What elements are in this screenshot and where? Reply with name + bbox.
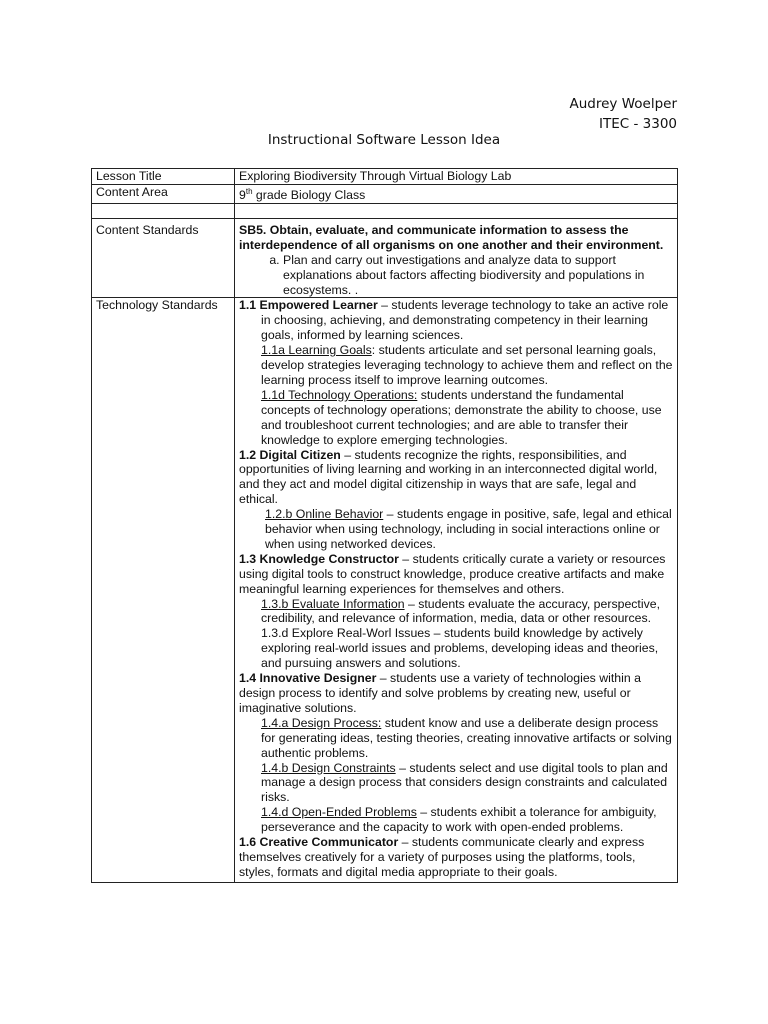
content-area-label: Content Area: [92, 184, 235, 203]
standard-1-2-title: 1.2 Digital Citizen: [239, 447, 341, 462]
standard-1-2b-text: – students engage in positive, safe, legal and ethical behavior when using technology, including in social interactions online or when using networked devices.: [265, 507, 672, 551]
standard-1-3b-title: 1.3.b Evaluate Information: [261, 596, 405, 611]
standard-1-1a-title: 1.1a Learning Goals: [261, 343, 372, 358]
content-standards-label: Content Standards: [92, 218, 235, 298]
lesson-title-label: Lesson Title: [92, 169, 235, 185]
grade-number: 9: [239, 188, 246, 202]
lesson-title-value: Exploring Biodiversity Through Virtual Biology Lab: [235, 169, 678, 185]
grade-suffix: th: [245, 186, 253, 196]
standard-1-4b-text: – students select and use digital tools to plan and manage a design process that considers design constraints and calculated risks.: [261, 760, 668, 805]
standard-1-4a-title: 1.4.a Design Process:: [261, 715, 382, 730]
standard-1-1-text: – students leverage technology to take an active role in choosing, achieving, and demonstrating competency in their learning goals, informed by learning sciences.: [261, 298, 669, 343]
standard-1-4: [239, 671, 673, 716]
standard-1-4d-text: – students exhibit a tolerance for ambiguity, perseverance and the capacity to work with open-ended problems.: [261, 805, 657, 835]
standard-1-1d-title: 1.1d Technology Operations:: [261, 387, 418, 402]
standard-1-4-title: 1.4 Innovative Designer: [239, 671, 377, 686]
standard-1-1a: [239, 343, 673, 388]
standard-1-3-title: 1.3 Knowledge Constructor: [239, 551, 399, 566]
content-area-value: [235, 184, 678, 203]
table-row: [92, 169, 678, 185]
standard-1-4-text: – students use a variety of technologies within a design process to identify and solve problems by creating new, useful or imaginative solutions.: [239, 671, 641, 715]
content-standards-value: [235, 218, 678, 298]
document-title: Instructional Software Lesson Idea: [267, 132, 501, 148]
standard-1-1: [239, 298, 673, 343]
standard-1-2b-title: 1.2.b Online Behavior: [265, 507, 384, 522]
table-row: [92, 184, 678, 203]
technology-standards-value: [235, 298, 678, 882]
standard-1-4b-title: 1.4.b Design Constraints: [261, 760, 396, 775]
empty-cell: [235, 203, 678, 218]
standard-1-2-text: – students recognize the rights, responsibilities, and opportunities of living learning and working in an interconnected digital world, and they act and model digital citizenship in ways that are safe, legal and ethical.: [239, 447, 658, 507]
lesson-table: [91, 168, 678, 883]
standard-1-3d: 1.3.d Explore Real-Worl Issues – students build knowledge by actively exploring real-world issues and problems, developing ideas and theories, and pursuing answers and solutions.: [261, 626, 659, 671]
standard-items: [239, 253, 673, 298]
technology-standards-label: Technology Standards: [92, 298, 235, 882]
standard-1-6: [239, 835, 673, 880]
standard-1-3b-text: – students evaluate the accuracy, perspective, credibility, and relevance of information, media, data or other resources.: [261, 596, 660, 626]
standard-1-4a: [239, 716, 673, 761]
table-row-empty: [92, 203, 678, 218]
standard-sb5: SB5. Obtain, evaluate, and communicate information to assess the interdependence of all organisms on one another and their environment.: [239, 222, 664, 252]
grade-text: grade Biology Class: [252, 188, 366, 202]
table-row: [92, 298, 678, 882]
table-row: [92, 218, 678, 298]
standard-1-6-title: 1.6 Creative Communicator: [239, 835, 399, 850]
standard-1-1d: [239, 388, 673, 448]
standard-1-6-text: – students communicate clearly and express themselves creatively for a variety of purposes using the platforms, tools, styles, formats and digital media appropriate to their goals.: [239, 835, 645, 879]
standard-1-4b: [239, 761, 673, 806]
standard-1-3: [239, 552, 673, 597]
standard-1-1-title: 1.1 Empowered Learner: [239, 298, 378, 313]
standard-1-4d-title: 1.4.d Open-Ended Problems: [261, 805, 417, 820]
standard-1-3b: [239, 597, 673, 627]
standard-1-1d-text: students understand the fundamental concepts of technology operations; demonstrate the ability to choose, use and troubleshoot current technologies; and are able to transfer their knowledge to explore emerging technologies.: [261, 387, 662, 447]
standard-1-2: [239, 448, 673, 508]
standard-1-2b: [239, 507, 673, 552]
course-code: ITEC - 3300: [599, 116, 677, 132]
standard-1-1a-text: : students articulate and set personal learning goals, develop strategies leveraging technology to achieve them and reflect on the learning process itself to improve learning outcomes.: [261, 343, 673, 387]
empty-cell: [92, 203, 235, 218]
standard-item-a: a. Plan and carry out investigations and analyze data to support explanations about factors affecting biodiversity and populations in ecosystems. .: [283, 253, 673, 298]
standard-1-3-text: – students critically curate a variety or resources using digital tools to construct knowledge, produce creative artifacts and make meaningful learning experiences for themselves and others.: [239, 551, 666, 596]
standard-1-4a-text: student know and use a deliberate design process for generating ideas, testing theories, creating innovative artifacts or solving authentic problems.: [261, 715, 672, 760]
standard-1-4d: [239, 805, 673, 835]
author-name: Audrey Woelper: [569, 96, 677, 112]
